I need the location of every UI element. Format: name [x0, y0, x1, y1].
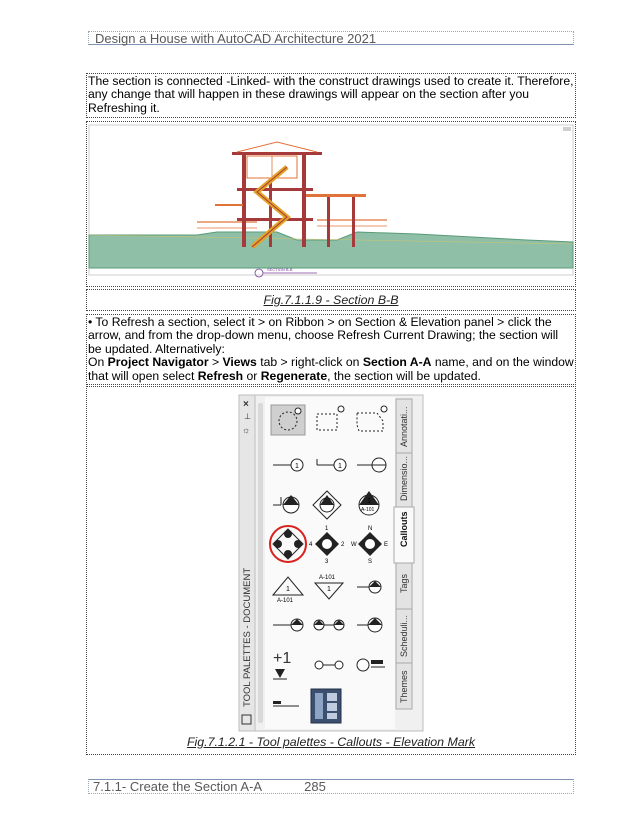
paragraph-2-text: On [88, 355, 108, 370]
schedule-tile[interactable] [311, 689, 341, 723]
tab-dimension-label: Dimensio... [399, 455, 409, 501]
section-tag-label: SECTION B-B [267, 267, 293, 272]
tab-tags-label: Tags [399, 573, 409, 593]
figure-2-block [86, 386, 576, 755]
paragraph-block-1 [86, 73, 576, 118]
tile-label: N [368, 526, 373, 532]
page-number: 285 [304, 779, 326, 794]
tile-label: 4 [309, 542, 313, 548]
paragraph-2-part1: • To Refresh a section, select it > on Ribbon > on Section & Elevation panel > click the arrow, and from the drop-down menu, choose Refresh Current Drawing; the section will be updated. Alternatively: [88, 315, 559, 356]
tile-label: A-101 [277, 598, 294, 604]
tile-label: +1 [273, 650, 292, 667]
paragraph-2-text: > [208, 355, 223, 370]
paragraph-1: The section is connected -Linked- with the construct drawings used to create it. Therefore, any change that will happen in these drawings will appear on the section after you Refreshing it. [88, 74, 574, 115]
pin-icon[interactable]: ⊥ [244, 412, 251, 421]
header-title: Design a House with AutoCAD Architecture 2021 [95, 31, 377, 46]
bold-project-navigator: Project Navigator [107, 355, 209, 370]
tile-label: 1 [295, 463, 299, 470]
paragraph-2 [87, 315, 575, 383]
tab-callouts-label: Callouts [399, 511, 409, 547]
figure-2-caption: Fig.7.1.2.1 - Tool palettes - Callouts - Elevation Mark [186, 735, 476, 749]
bold-regenerate: Regenerate [260, 368, 328, 383]
paragraph-block-2 [86, 314, 576, 385]
figure-1-caption-block [86, 289, 576, 311]
tile-label: A-101 [361, 507, 375, 513]
palette-scrollbar[interactable] [258, 403, 263, 723]
figure-1-caption: Fig.7.1.1.9 - Section B-B [263, 293, 399, 307]
tile-label: 1 [325, 526, 329, 532]
tile-label: 1 [327, 586, 331, 593]
palette-title: TOOL PALETTES - DOCUMENT [242, 567, 253, 707]
bold-refresh: Refresh [197, 368, 244, 383]
tool-palette-screenshot [87, 387, 575, 732]
tile-label: 1 [367, 498, 371, 505]
bold-section-aa: Section A-A [362, 355, 432, 370]
running-footer [88, 779, 574, 794]
tile-label: 1 [286, 586, 290, 593]
bold-views: Views [222, 355, 257, 370]
paragraph-2-text: name, and on the window that will open select [88, 355, 574, 383]
close-icon[interactable]: × [243, 399, 249, 410]
tile-label: 1 [338, 463, 342, 470]
properties-icon[interactable]: ☼ [242, 425, 251, 435]
tile-label: W [351, 542, 357, 548]
paragraph-2-text: or [243, 368, 261, 383]
paragraph-2-text: , the section will be updated. [327, 368, 481, 383]
tab-annotation-label: Annotati... [399, 406, 409, 447]
tile-label: 3 [325, 559, 329, 565]
tab-scheduling-label: Scheduli... [399, 614, 409, 657]
running-header [88, 31, 574, 45]
tile-label: A-101 [319, 575, 336, 581]
figure-1-block [86, 121, 576, 287]
tile-label: 2 [341, 542, 345, 548]
footer-section: 7.1.1- Create the Section A-A [93, 779, 263, 794]
paragraph-2-text: tab > right-click on [256, 355, 363, 370]
palette-tab-strip [394, 399, 414, 709]
tile-label: S [368, 559, 373, 565]
tile-label: E [384, 542, 389, 548]
tab-themes-label: Themes [399, 670, 409, 703]
section-drawing [87, 122, 575, 286]
